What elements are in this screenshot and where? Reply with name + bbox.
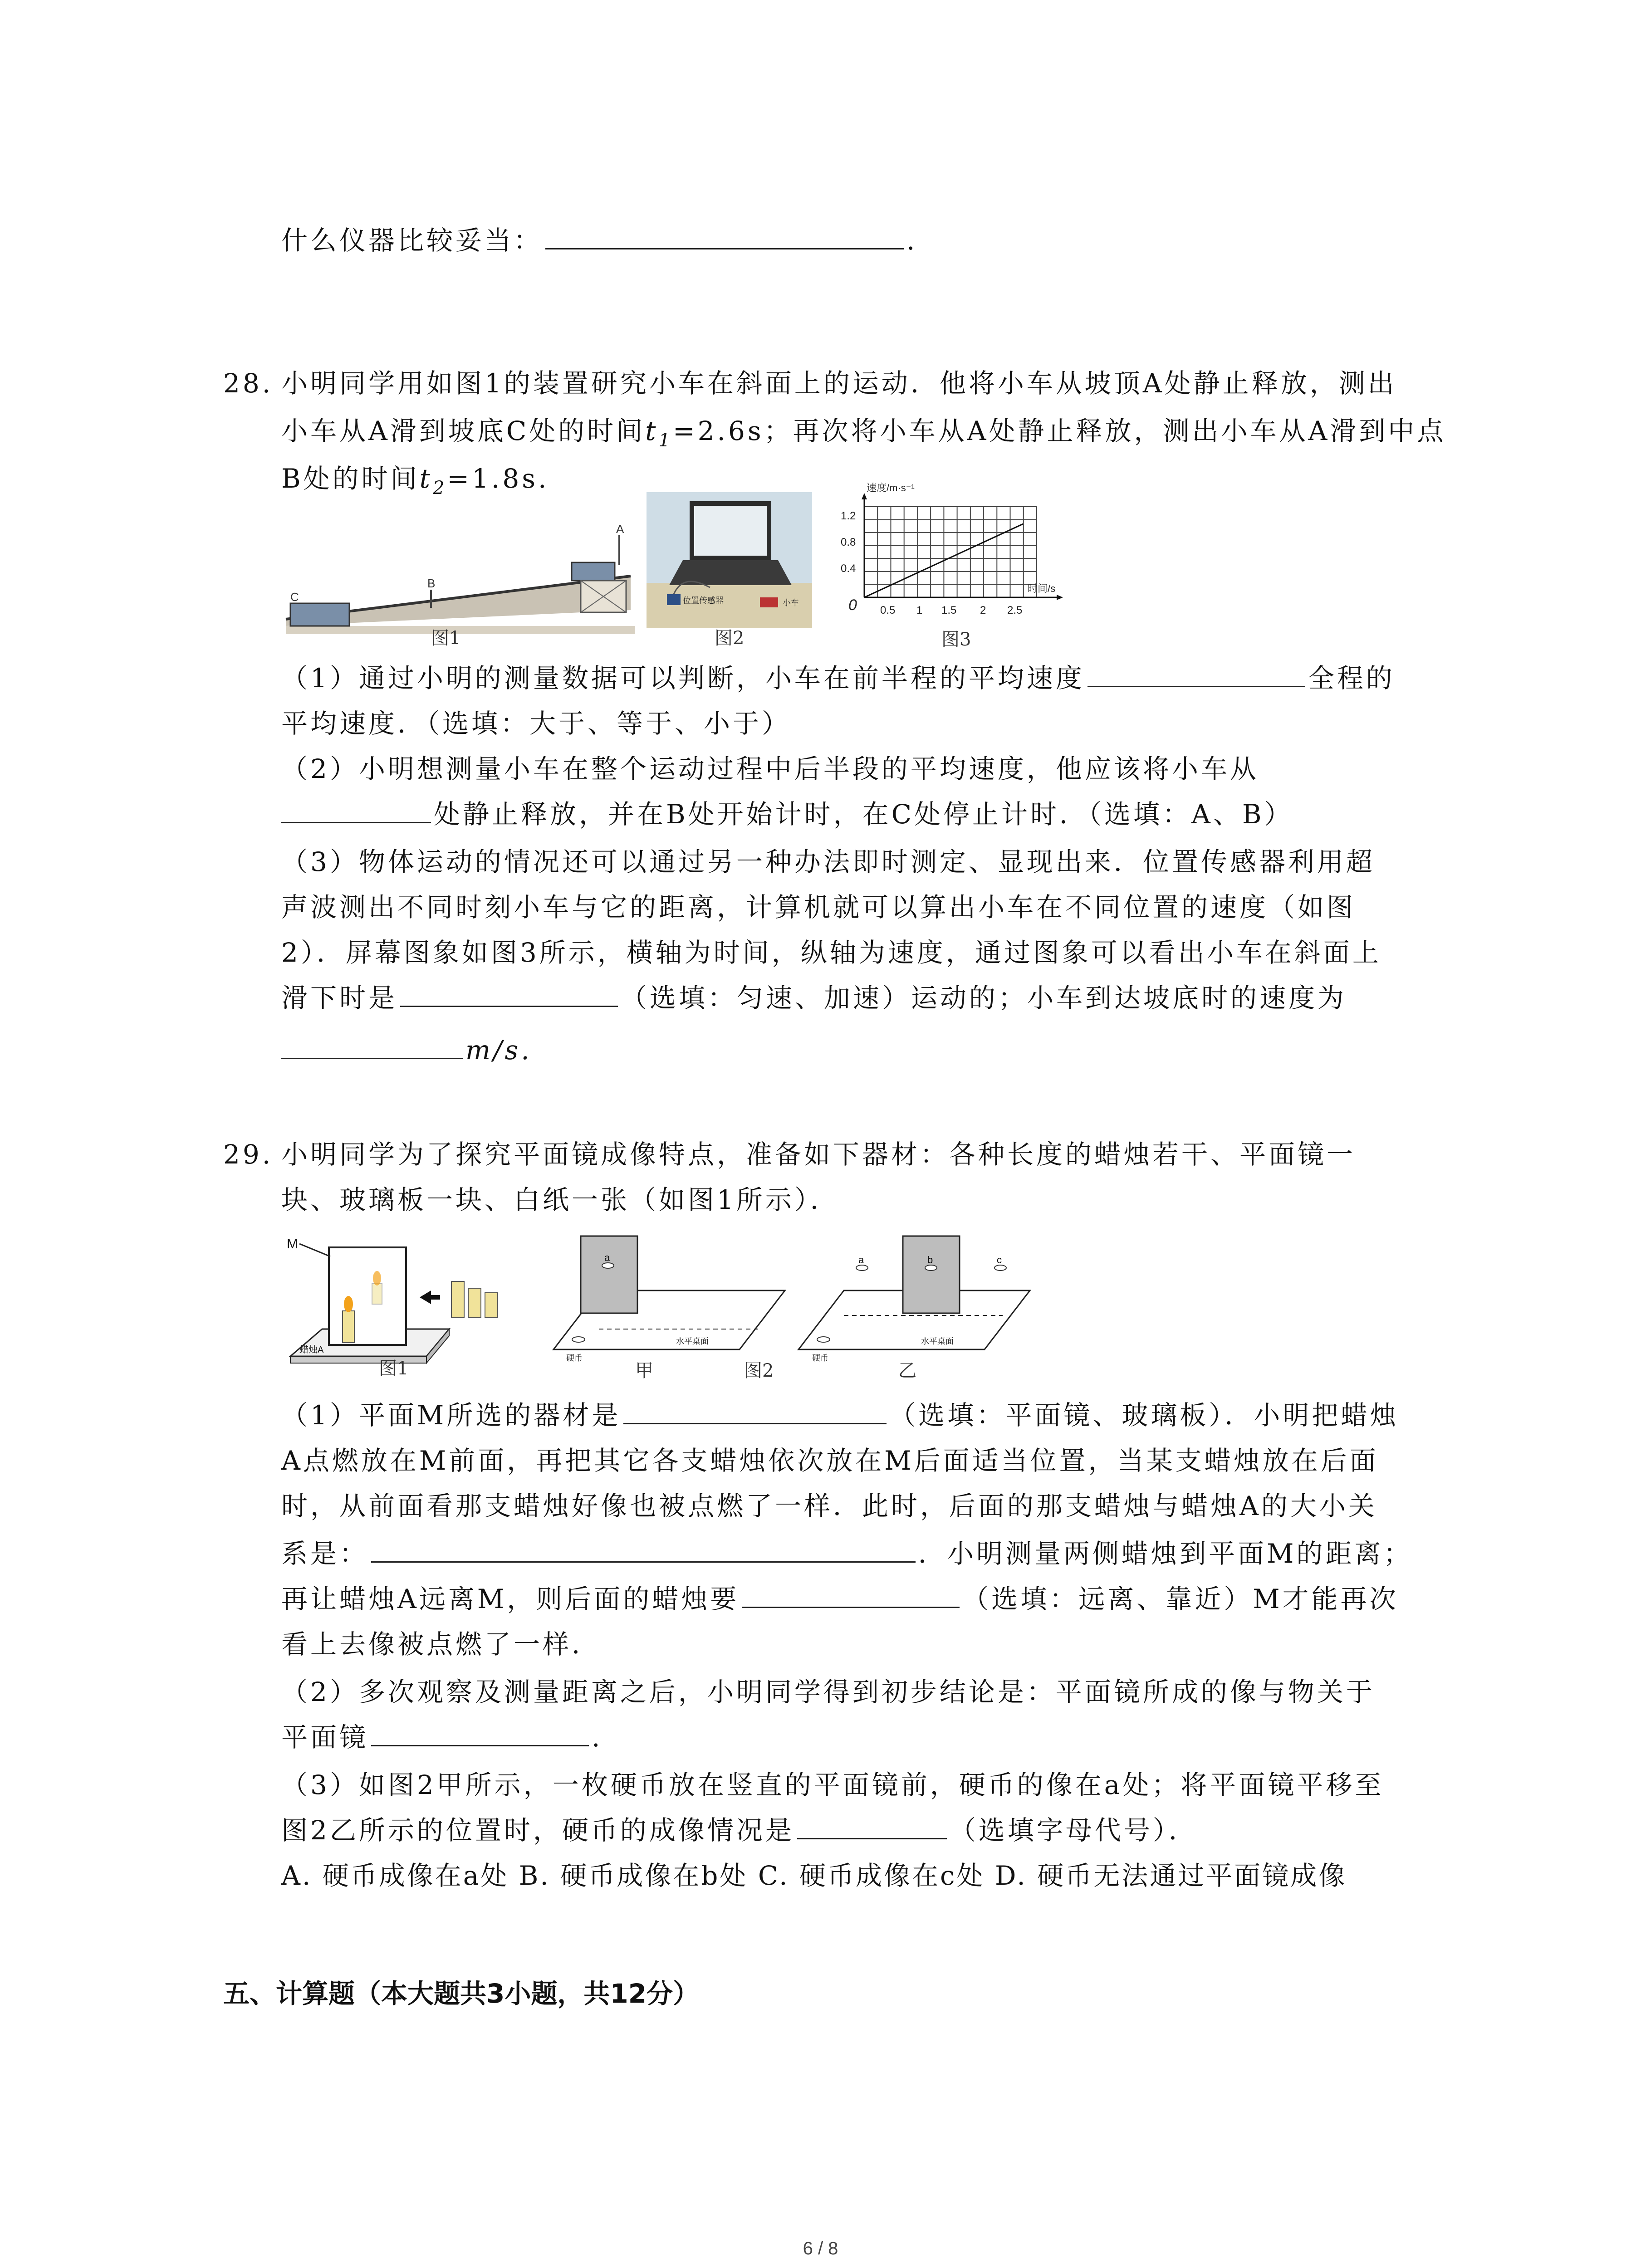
plane-m (329, 1247, 406, 1345)
q28-p3-line1: （3）物体运动的情况还可以通过另一种办法即时测定、显现出来．位置传感器利用超 (281, 846, 1375, 877)
label-candle: 蜡烛A (299, 1345, 324, 1355)
mirror-yi (903, 1236, 960, 1313)
toy-car (760, 597, 778, 607)
fig1-caption: 图1 (431, 628, 461, 649)
candle-a (343, 1311, 354, 1343)
svg-text:c: c (997, 1254, 1002, 1266)
q29-p3-line2: 图2乙所示的位置时，硬币的成像情况是 （选填字母代号）． (281, 1812, 1198, 1848)
answer-blank[interactable] (545, 223, 904, 249)
q28-number: 28. (223, 368, 274, 399)
top-line: 什么仪器比较妥当： . (281, 222, 917, 259)
label-b: B (427, 577, 436, 590)
label-a: A (616, 522, 624, 536)
coin-jia (572, 1337, 585, 1342)
q29-p1-line1: （1）平面M所选的器材是 （选填：平面镜、玻璃板）．小明把蜡烛 (281, 1397, 1399, 1433)
answer-blank[interactable] (281, 1032, 463, 1059)
q28-line3: B处的时间$t_2=1.8s$. (281, 463, 549, 499)
fig3-caption: 图3 (941, 629, 971, 649)
mirror-jia (581, 1236, 637, 1313)
q28-line1: 小明同学用如图1的装置研究小车在斜面上的运动．他将小车从坡顶A处静止释放，测出 (281, 368, 1397, 399)
q28-p3-line4: 滑下时是 （选填：匀速、加速）运动的；小车到达坡底时的速度为 (281, 980, 1347, 1016)
q29-p2-line2: 平面镜 . (281, 1719, 603, 1755)
sensor (667, 594, 681, 605)
svg-text:a: a (858, 1254, 864, 1266)
q29-options: A. 硬币成像在a处 B. 硬币成像在b处 C. 硬币成像在c处 D. 硬币无法通过平面镜成像 (281, 1860, 1347, 1891)
q29-fig2-coin-mirror (544, 1227, 1048, 1379)
answer-blank[interactable] (371, 1536, 916, 1563)
graph-grid (864, 507, 1037, 597)
laptop-screen (694, 506, 767, 556)
q29-number: 29. (223, 1139, 274, 1170)
coin-yi (817, 1337, 830, 1342)
q29-p2-line1: （2）多次观察及测量距离之后，小明同学得到初步结论是：平面镜所成的像与物关于 (281, 1677, 1375, 1707)
flame-image (373, 1271, 381, 1286)
q28-fig1-incline (281, 513, 640, 649)
answer-blank[interactable] (281, 797, 431, 823)
q29-p1-line6: 看上去像被点燃了一样． (281, 1629, 601, 1660)
q28-p2-line1: （2）小明想测量小车在整个运动过程中后半段的平均速度，他应该将小车从 (281, 753, 1259, 784)
spare-candle-2 (468, 1288, 481, 1318)
xtick-0.5: 0.5 (880, 604, 896, 616)
q29-fig1-caption: 图1 (379, 1358, 409, 1379)
q28-p3-line5: m/s. (281, 1032, 532, 1068)
xtick-2.5: 2.5 (1007, 604, 1023, 616)
label-m: M (287, 1237, 298, 1251)
answer-blank[interactable] (400, 980, 618, 1007)
svg-text:硬币: 硬币 (566, 1354, 583, 1363)
sensor-label: 位置传感器 (683, 596, 724, 605)
label-c: C (290, 590, 299, 604)
label-yi: 乙 (898, 1360, 916, 1379)
car-at-top (572, 562, 615, 581)
q28-p3-line2: 声波测出不同时刻小车与它的距离，计算机就可以算出小车在不同位置的速度（如图 (281, 892, 1356, 923)
xtick-1.5: 1.5 (941, 604, 957, 616)
q29-fig2-caption: 图2 (744, 1360, 774, 1379)
answer-blank[interactable] (1087, 660, 1305, 687)
ytick-1.2: 1.2 (841, 510, 856, 522)
q28-p1-line2: 平均速度．（选填：大于、等于、小于） (281, 708, 791, 739)
ytick-0.4: 0.4 (841, 562, 856, 575)
q29-line2: 块、玻璃板一块、白纸一张（如图1所示）． (281, 1184, 839, 1215)
svg-text:a: a (604, 1252, 610, 1263)
spare-candle-3 (485, 1293, 498, 1318)
xtick-1: 1 (916, 604, 923, 616)
answer-blank[interactable] (623, 1398, 887, 1424)
fig2-caption: 图2 (715, 628, 745, 649)
answer-blank[interactable] (797, 1813, 947, 1839)
q28-line2: 小车从A滑到坡底C处的时间$t_1=2.6s$；再次将小车从A处静止释放，测出小车从A滑到中点 (281, 415, 1446, 451)
svg-text:水平桌面: 水平桌面 (676, 1337, 709, 1346)
flame-a (344, 1296, 353, 1312)
q29-p1-line2: A点燃放在M前面，再把其它各支蜡烛依次放在M后面适当位置，当某支蜡烛放在后面 (281, 1445, 1379, 1476)
origin-label: 0 (848, 596, 857, 614)
page-number: 6 / 8 (803, 2239, 838, 2258)
car-at-bottom (290, 603, 349, 626)
label-jia: 甲 (635, 1360, 653, 1379)
section-5-title: 五、计算题（本大题共3小题，共12分） (223, 1978, 700, 2009)
spare-candle-1 (451, 1281, 464, 1318)
q28-p1-line1: （1）通过小明的测量数据可以判断，小车在前半程的平均速度 全程的 (281, 660, 1395, 696)
ytick-0.8: 0.8 (841, 536, 856, 548)
xtick-2: 2 (980, 604, 986, 616)
q28-fig2-computer (647, 492, 812, 649)
q29-line1: 小明同学为了探究平面镜成像特点，准备如下器材：各种长度的蜡烛若干、平面镜一 (281, 1139, 1356, 1170)
q29-p1-line5: 再让蜡烛A远离M，则后面的蜡烛要 （选填：远离、靠近）M才能再次 (281, 1581, 1399, 1617)
q28-fig3-graph (823, 479, 1087, 649)
svg-text:b: b (927, 1254, 933, 1266)
q29-p1-line4: 系是： ．小明测量两侧蜡烛到平面M的距离； (281, 1535, 1412, 1572)
q28-p3-line3: 2）．屏幕图象如图3所示，横轴为时间，纵轴为速度，通过图象可以看出小车在斜面上 (281, 937, 1381, 968)
x-label: 时间/s (1028, 583, 1056, 594)
arrow-icon (420, 1290, 431, 1304)
y-label: 速度/m·s⁻¹ (867, 482, 915, 494)
svg-text:水平桌面: 水平桌面 (921, 1337, 954, 1346)
answer-blank[interactable] (742, 1581, 960, 1608)
car-label: 小车 (783, 598, 799, 607)
q28-p2-line2: 处静止释放，并在B处开始计时，在C处停止计时．（选填：A、B） (281, 796, 1293, 832)
svg-text:硬币: 硬币 (812, 1354, 828, 1363)
answer-blank[interactable] (371, 1720, 589, 1746)
q29-p3-line1: （3）如图2甲所示，一枚硬币放在竖直的平面镜前，硬币的像在a处；将平面镜平移至 (281, 1769, 1384, 1800)
q29-fig1-candles (281, 1225, 535, 1379)
q29-p1-line3: 时，从前面看那支蜡烛好像也被点燃了一样．此时，后面的那支蜡烛与蜡烛A的大小关 (281, 1491, 1377, 1521)
